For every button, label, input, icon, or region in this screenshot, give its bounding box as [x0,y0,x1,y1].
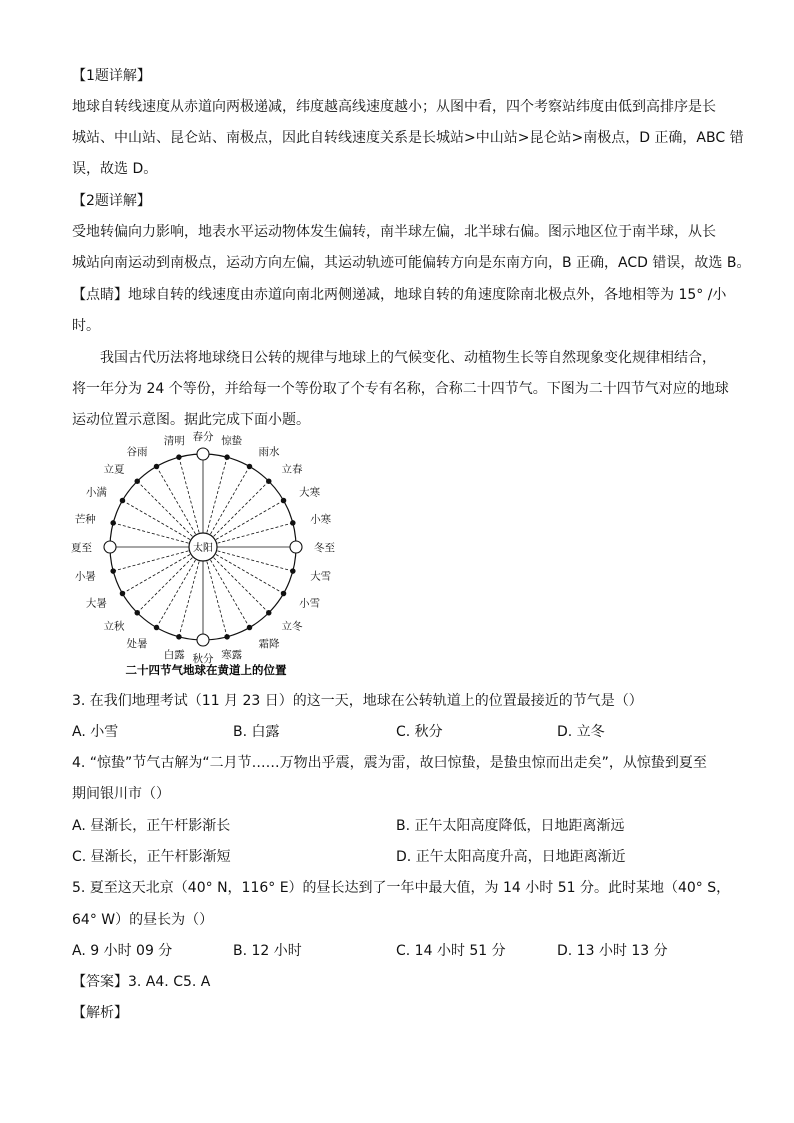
tip-line: 【点睛】地球自转的线速度由赤道向南北两侧递减，地球自转的角速度除南北极点外，各地相等为 15° /小 [72,287,727,303]
answer-label: 【答案】 [72,974,128,990]
solar-term-label: 霜降 [258,638,280,651]
earth-position [154,464,158,468]
earth-position [225,635,229,639]
earth-position [135,611,139,615]
earth-position [120,591,124,595]
solar-term-label: 芒种 [74,513,96,526]
earth-position [291,521,295,525]
solar-term-label: 春分 [192,431,214,443]
solar-term-label: 秋分 [192,653,214,665]
earth-position [177,635,181,639]
solar-term-label: 小满 [85,486,107,499]
solar-term-label: 冬至 [314,542,335,554]
q3-stem: 3. 在我们地理考试（11 月 23 日）的这一天，地球在公转轨道上的位置最接近的节气是（） [72,693,643,709]
solar-term-label: 惊蛰 [221,434,243,447]
earth-position [154,625,158,629]
solar-term-label: 大暑 [85,597,107,610]
q3-option-c[interactable]: C. 秋分 [396,724,443,740]
q4-option-b[interactable]: B. 正午太阳高度降低，日地距离渐远 [396,818,625,834]
sun-label: 太阳 [193,543,213,554]
section1-line: 城站、中山站、昆仑站、南极点，因此自转线速度关系是长城站>中山站>昆仑站>南极点，D 正确，ABC 错 [72,130,744,146]
solar-term-label: 小暑 [74,570,96,583]
answer-text: 3. A4. C5. A [128,974,211,990]
solar-term-label: 小寒 [310,513,332,526]
solar-term-label: 夏至 [71,542,92,554]
solar-term-label: 大寒 [299,486,321,499]
analysis-label: 【解析】 [72,1005,128,1021]
q5-stem: 64° W）的昼长为（） [72,912,214,928]
section2-heading: 【2题详解】 [72,193,151,209]
solar-term-label: 立夏 [103,463,125,476]
q5-option-b[interactable]: B. 12 小时 [233,943,302,959]
solar-term-label: 清明 [163,434,185,447]
solar-term-label: 立冬 [281,620,303,633]
solar-term-label: 处暑 [126,638,148,651]
earth-position [267,479,271,483]
earth-position [281,498,285,502]
intro-line: 将一年分为 24 个等份，并给每一个等份取了个专有名称，合称二十四节气。下图为二十四节气对应的地球 [72,381,729,397]
section1-line: 误，故选 D。 [72,161,158,177]
q5-option-d[interactable]: D. 13 小时 13 分 [557,943,668,959]
intro-line: 我国古代历法将地球绕日公转的规律与地球上的气候变化、动植物生长等自然现象变化规律相结合， [100,350,716,366]
q3-option-b[interactable]: B. 白露 [233,724,280,740]
solar-term-label: 大雪 [310,570,332,583]
section2-line: 城站向南运动到南极点，运动方向左偏，其运动轨迹可能偏转方向是东南方向，B 正确，ACD 错误，故选 B。 [72,255,751,271]
q4-option-c[interactable]: C. 昼渐长，正午杆影渐短 [72,849,231,865]
earth-position-major [197,448,209,460]
earth-position [111,569,115,573]
q5-option-c[interactable]: C. 14 小时 51 分 [396,943,506,959]
earth-position-major [290,541,302,553]
diagram-caption: 二十四节气地球在黄道上的位置 [125,663,287,677]
earth-position-major [104,541,116,553]
earth-position [291,569,295,573]
tip-line: 时。 [72,318,100,334]
earth-position [247,625,251,629]
solar-term-label: 雨水 [258,445,280,458]
earth-position [135,479,139,483]
earth-position [267,611,271,615]
section2-line: 受地转偏向力影响，地表水平运动物体发生偏转，南半球左偏，北半球右偏。图示地区位于南半球，从长 [72,224,716,240]
intro-line: 运动位置示意图。据此完成下面小题。 [72,412,310,428]
solar-term-label: 白露 [163,649,185,662]
section1-line: 地球自转线速度从赤道向两极递减，纬度越高线速度越小；从图中看，四个考察站纬度由低到高排序是长 [72,99,716,115]
solar-term-label: 寒露 [221,649,243,662]
q4-option-d[interactable]: D. 正午太阳高度升高，日地距离渐近 [396,849,626,865]
earth-position [111,521,115,525]
earth-position-major [197,634,209,646]
answer-line [72,972,732,992]
q4-option-a[interactable]: A. 昼渐长，正午杆影渐长 [72,818,231,834]
solar-term-label: 谷雨 [126,445,148,458]
earth-position [247,464,251,468]
solar-term-label: 立春 [281,463,303,476]
earth-position [120,498,124,502]
q4-stem: 4. “惊蛰”节气古解为“二月节……万物出乎震，震为雷，故曰惊蛰，是蛰虫惊而出走矣”，从惊蛰到夏至 [72,755,707,771]
q3-option-d[interactable]: D. 立冬 [557,724,605,740]
earth-position [281,591,285,595]
solar-term-label: 立秋 [103,620,125,633]
q5-option-a[interactable]: A. 9 小时 09 分 [72,943,173,959]
q4-stem: 期间银川市（） [72,786,170,802]
earth-position [225,455,229,459]
q5-stem: 5. 夏至这天北京（40° N，116° E）的昼长达到了一年中最大值，为 14 小时 51 分。此时某地（40° S， [72,880,731,896]
solar-terms-diagram [71,431,350,682]
earth-position [177,455,181,459]
section1-heading: 【1题详解】 [72,68,151,84]
solar-term-label: 小雪 [299,597,321,610]
q3-option-a[interactable]: A. 小雪 [72,724,119,740]
